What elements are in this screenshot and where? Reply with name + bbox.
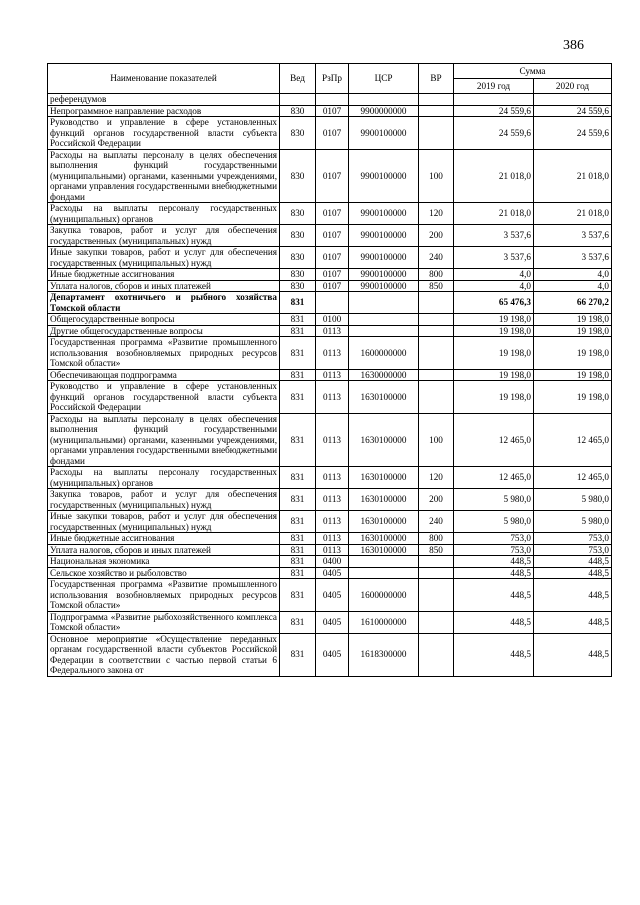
row-name: Основное мероприятие «Осуществление переданных органам государственной власти субъектов Российской Федерации в соответствии с частью первой статьи 6 Федерального закона от bbox=[48, 633, 280, 676]
table-row bbox=[48, 381, 612, 414]
row-value-2020: 24 559,6 bbox=[534, 105, 612, 117]
row-csr: 9900100000 bbox=[349, 225, 419, 247]
row-ved: 831 bbox=[280, 511, 316, 533]
row-value-2019: 448,5 bbox=[454, 567, 534, 579]
row-name: Общегосударственные вопросы bbox=[48, 314, 280, 326]
row-value-2019: 12 465,0 bbox=[454, 413, 534, 467]
row-rzpr: 0113 bbox=[316, 337, 349, 370]
row-rzpr bbox=[316, 292, 349, 314]
row-value-2019: 3 537,6 bbox=[454, 225, 534, 247]
header-rzpr: РзПр bbox=[316, 64, 349, 94]
row-rzpr: 0107 bbox=[316, 149, 349, 203]
row-name: Иные закупки товаров, работ и услуг для обеспечения государственных (муниципальных) нужд bbox=[48, 247, 280, 269]
table-row bbox=[48, 633, 612, 676]
row-value-2020: 66 270,2 bbox=[534, 292, 612, 314]
row-rzpr: 0113 bbox=[316, 381, 349, 414]
row-value-2019: 5 980,0 bbox=[454, 489, 534, 511]
row-vr: 200 bbox=[419, 489, 454, 511]
table-row bbox=[48, 225, 612, 247]
row-csr bbox=[349, 325, 419, 337]
row-rzpr: 0107 bbox=[316, 280, 349, 292]
row-name: Подпрограмма «Развитие рыбохозяйственного комплекса Томской области» bbox=[48, 611, 280, 633]
table-row bbox=[48, 203, 612, 225]
header-name: Наименование показателей bbox=[48, 64, 280, 94]
row-name: Обеспечивающая подпрограмма bbox=[48, 369, 280, 381]
row-name: Уплата налогов, сборов и иных платежей bbox=[48, 544, 280, 556]
row-value-2020: 753,0 bbox=[534, 533, 612, 545]
table-row bbox=[48, 337, 612, 370]
row-vr: 850 bbox=[419, 544, 454, 556]
row-vr: 800 bbox=[419, 269, 454, 281]
row-vr: 800 bbox=[419, 533, 454, 545]
row-csr: 1630100000 bbox=[349, 489, 419, 511]
row-vr: 240 bbox=[419, 247, 454, 269]
table-row bbox=[48, 369, 612, 381]
row-name: Закупка товаров, работ и услуг для обеспечения государственных (муниципальных) нужд bbox=[48, 489, 280, 511]
table-row bbox=[48, 269, 612, 281]
row-value-2019: 4,0 bbox=[454, 280, 534, 292]
row-ved: 830 bbox=[280, 203, 316, 225]
row-name: Расходы на выплаты персоналу государственных (муниципальных) органов bbox=[48, 203, 280, 225]
row-name: Иные бюджетные ассигнования bbox=[48, 533, 280, 545]
header-ved: Вед bbox=[280, 64, 316, 94]
table-row bbox=[48, 579, 612, 612]
row-csr: 1630100000 bbox=[349, 533, 419, 545]
row-rzpr: 0107 bbox=[316, 117, 349, 150]
row-vr: 240 bbox=[419, 511, 454, 533]
row-ved: 831 bbox=[280, 556, 316, 568]
row-rzpr: 0107 bbox=[316, 203, 349, 225]
table-row bbox=[48, 467, 612, 489]
row-value-2020: 21 018,0 bbox=[534, 149, 612, 203]
row-vr bbox=[419, 556, 454, 568]
row-value-2020: 448,5 bbox=[534, 611, 612, 633]
row-value-2019: 21 018,0 bbox=[454, 149, 534, 203]
row-csr: 9900100000 bbox=[349, 117, 419, 150]
row-value-2019: 19 198,0 bbox=[454, 369, 534, 381]
row-name: Расходы на выплаты персоналу в целях обеспечения выполнения функций государственными (муниципальными) органами, казенными учреждениями, органами управления государственными внебюджетными фондами bbox=[48, 413, 280, 467]
row-ved: 831 bbox=[280, 413, 316, 467]
row-name: Национальная экономика bbox=[48, 556, 280, 568]
row-vr bbox=[419, 314, 454, 326]
row-rzpr: 0405 bbox=[316, 579, 349, 612]
row-rzpr: 0113 bbox=[316, 511, 349, 533]
row-rzpr: 0113 bbox=[316, 533, 349, 545]
row-value-2019: 24 559,6 bbox=[454, 105, 534, 117]
row-rzpr bbox=[316, 94, 349, 106]
row-value-2019: 12 465,0 bbox=[454, 467, 534, 489]
row-value-2019: 3 537,6 bbox=[454, 247, 534, 269]
row-value-2020: 448,5 bbox=[534, 633, 612, 676]
table-row bbox=[48, 556, 612, 568]
row-csr: 9900100000 bbox=[349, 247, 419, 269]
table-row bbox=[48, 511, 612, 533]
row-value-2019: 753,0 bbox=[454, 544, 534, 556]
row-csr bbox=[349, 292, 419, 314]
row-name: Государственная программа «Развитие промышленного использования возобновляемых природных ресурсов Томской области» bbox=[48, 579, 280, 612]
row-csr: 1618300000 bbox=[349, 633, 419, 676]
row-name: Руководство и управление в сфере установленных функций органов государственной власти субъекта Российской Федерации bbox=[48, 117, 280, 150]
row-value-2019: 24 559,6 bbox=[454, 117, 534, 150]
row-ved: 831 bbox=[280, 337, 316, 370]
table-row bbox=[48, 611, 612, 633]
row-rzpr: 0405 bbox=[316, 567, 349, 579]
row-rzpr: 0100 bbox=[316, 314, 349, 326]
row-value-2019: 21 018,0 bbox=[454, 203, 534, 225]
row-value-2020: 4,0 bbox=[534, 280, 612, 292]
row-ved: 831 bbox=[280, 292, 316, 314]
row-value-2019: 4,0 bbox=[454, 269, 534, 281]
table-header bbox=[48, 64, 612, 94]
row-csr: 1630100000 bbox=[349, 381, 419, 414]
row-ved: 830 bbox=[280, 117, 316, 150]
row-vr: 100 bbox=[419, 149, 454, 203]
row-value-2020: 21 018,0 bbox=[534, 203, 612, 225]
table-row bbox=[48, 292, 612, 314]
row-rzpr: 0405 bbox=[316, 633, 349, 676]
row-name: Сельское хозяйство и рыболовство bbox=[48, 567, 280, 579]
row-csr: 1600000000 bbox=[349, 579, 419, 612]
row-csr bbox=[349, 94, 419, 106]
row-csr: 1610000000 bbox=[349, 611, 419, 633]
header-csr: ЦСР bbox=[349, 64, 419, 94]
row-value-2019: 19 198,0 bbox=[454, 381, 534, 414]
row-csr: 9900100000 bbox=[349, 203, 419, 225]
row-rzpr: 0405 bbox=[316, 611, 349, 633]
row-value-2019: 65 476,3 bbox=[454, 292, 534, 314]
row-value-2019 bbox=[454, 94, 534, 106]
header-vr: ВР bbox=[419, 64, 454, 94]
row-csr: 9900100000 bbox=[349, 269, 419, 281]
row-value-2019: 448,5 bbox=[454, 556, 534, 568]
row-value-2020: 3 537,6 bbox=[534, 225, 612, 247]
row-value-2020: 4,0 bbox=[534, 269, 612, 281]
row-value-2020: 5 980,0 bbox=[534, 489, 612, 511]
row-vr: 100 bbox=[419, 413, 454, 467]
row-name: Департамент охотничьего и рыбного хозяйства Томской области bbox=[48, 292, 280, 314]
row-vr bbox=[419, 579, 454, 612]
row-ved: 831 bbox=[280, 325, 316, 337]
row-csr: 9900000000 bbox=[349, 105, 419, 117]
row-value-2019: 753,0 bbox=[454, 533, 534, 545]
row-value-2020: 19 198,0 bbox=[534, 314, 612, 326]
row-value-2020: 12 465,0 bbox=[534, 413, 612, 467]
row-value-2019: 19 198,0 bbox=[454, 314, 534, 326]
row-value-2020: 448,5 bbox=[534, 556, 612, 568]
row-value-2019: 448,5 bbox=[454, 611, 534, 633]
row-ved: 830 bbox=[280, 269, 316, 281]
row-csr bbox=[349, 567, 419, 579]
row-value-2020: 753,0 bbox=[534, 544, 612, 556]
row-name: Государственная программа «Развитие промышленного использования возобновляемых природных ресурсов Томской области» bbox=[48, 337, 280, 370]
page-number: 386 bbox=[563, 38, 584, 53]
header-2019: 2019 год bbox=[454, 79, 534, 94]
row-value-2020: 12 465,0 bbox=[534, 467, 612, 489]
budget-table bbox=[47, 63, 612, 677]
row-rzpr: 0400 bbox=[316, 556, 349, 568]
row-csr: 9900100000 bbox=[349, 280, 419, 292]
row-value-2019: 19 198,0 bbox=[454, 337, 534, 370]
row-csr bbox=[349, 314, 419, 326]
row-ved: 830 bbox=[280, 225, 316, 247]
table-row bbox=[48, 489, 612, 511]
row-value-2020: 19 198,0 bbox=[534, 325, 612, 337]
row-vr: 120 bbox=[419, 203, 454, 225]
row-value-2019: 448,5 bbox=[454, 579, 534, 612]
row-vr bbox=[419, 337, 454, 370]
row-rzpr: 0113 bbox=[316, 467, 349, 489]
row-ved: 830 bbox=[280, 149, 316, 203]
row-rzpr: 0107 bbox=[316, 247, 349, 269]
row-value-2019: 19 198,0 bbox=[454, 325, 534, 337]
table-row bbox=[48, 117, 612, 150]
row-value-2020: 448,5 bbox=[534, 579, 612, 612]
row-value-2020 bbox=[534, 94, 612, 106]
row-vr bbox=[419, 633, 454, 676]
row-value-2020: 19 198,0 bbox=[534, 381, 612, 414]
row-vr bbox=[419, 381, 454, 414]
header-sum: Сумма bbox=[454, 64, 612, 79]
table-row bbox=[48, 94, 612, 106]
row-ved: 831 bbox=[280, 314, 316, 326]
table-row bbox=[48, 149, 612, 203]
row-ved: 831 bbox=[280, 633, 316, 676]
table-row bbox=[48, 413, 612, 467]
row-rzpr: 0107 bbox=[316, 105, 349, 117]
row-vr bbox=[419, 292, 454, 314]
row-rzpr: 0113 bbox=[316, 489, 349, 511]
row-rzpr: 0113 bbox=[316, 413, 349, 467]
row-csr: 1630100000 bbox=[349, 413, 419, 467]
table-row bbox=[48, 280, 612, 292]
table-row bbox=[48, 533, 612, 545]
row-ved: 831 bbox=[280, 381, 316, 414]
row-csr: 1630100000 bbox=[349, 544, 419, 556]
row-vr bbox=[419, 117, 454, 150]
row-ved: 831 bbox=[280, 611, 316, 633]
row-vr bbox=[419, 94, 454, 106]
row-rzpr: 0107 bbox=[316, 269, 349, 281]
row-name: Иные бюджетные ассигнования bbox=[48, 269, 280, 281]
row-value-2019: 448,5 bbox=[454, 633, 534, 676]
row-value-2020: 5 980,0 bbox=[534, 511, 612, 533]
row-rzpr: 0107 bbox=[316, 225, 349, 247]
row-value-2019: 5 980,0 bbox=[454, 511, 534, 533]
row-value-2020: 3 537,6 bbox=[534, 247, 612, 269]
row-vr: 850 bbox=[419, 280, 454, 292]
table-row bbox=[48, 105, 612, 117]
row-name: Иные закупки товаров, работ и услуг для обеспечения государственных (муниципальных) нужд bbox=[48, 511, 280, 533]
row-ved: 831 bbox=[280, 533, 316, 545]
row-name: Расходы на выплаты персоналу государственных (муниципальных) органов bbox=[48, 467, 280, 489]
row-ved: 831 bbox=[280, 544, 316, 556]
row-vr bbox=[419, 369, 454, 381]
row-ved: 830 bbox=[280, 105, 316, 117]
row-name: референдумов bbox=[48, 94, 280, 106]
row-csr: 1630100000 bbox=[349, 511, 419, 533]
row-vr bbox=[419, 567, 454, 579]
row-csr: 1600000000 bbox=[349, 337, 419, 370]
row-value-2020: 448,5 bbox=[534, 567, 612, 579]
row-vr bbox=[419, 611, 454, 633]
row-name: Уплата налогов, сборов и иных платежей bbox=[48, 280, 280, 292]
row-ved: 830 bbox=[280, 280, 316, 292]
row-name: Руководство и управление в сфере установленных функций органов государственной власти субъекта Российской Федерации bbox=[48, 381, 280, 414]
row-name: Расходы на выплаты персоналу в целях обеспечения выполнения функций государственными (муниципальными) органами, казенными учреждениями, органами управления государственными внебюджетными фондами bbox=[48, 149, 280, 203]
row-value-2020: 19 198,0 bbox=[534, 337, 612, 370]
row-vr bbox=[419, 105, 454, 117]
header-2020: 2020 год bbox=[534, 79, 612, 94]
row-rzpr: 0113 bbox=[316, 325, 349, 337]
row-value-2020: 19 198,0 bbox=[534, 369, 612, 381]
row-ved: 831 bbox=[280, 369, 316, 381]
row-csr: 9900100000 bbox=[349, 149, 419, 203]
row-value-2020: 24 559,6 bbox=[534, 117, 612, 150]
row-rzpr: 0113 bbox=[316, 544, 349, 556]
table-row bbox=[48, 544, 612, 556]
row-ved: 830 bbox=[280, 247, 316, 269]
table-row bbox=[48, 314, 612, 326]
row-ved: 831 bbox=[280, 567, 316, 579]
row-vr: 120 bbox=[419, 467, 454, 489]
row-csr: 1630000000 bbox=[349, 369, 419, 381]
row-ved: 831 bbox=[280, 579, 316, 612]
row-name: Другие общегосударственные вопросы bbox=[48, 325, 280, 337]
row-vr: 200 bbox=[419, 225, 454, 247]
table-row bbox=[48, 247, 612, 269]
row-ved bbox=[280, 94, 316, 106]
row-ved: 831 bbox=[280, 489, 316, 511]
table-body bbox=[48, 94, 612, 677]
table-row bbox=[48, 325, 612, 337]
row-rzpr: 0113 bbox=[316, 369, 349, 381]
row-csr bbox=[349, 556, 419, 568]
table-row bbox=[48, 567, 612, 579]
row-name: Закупка товаров, работ и услуг для обеспечения государственных (муниципальных) нужд bbox=[48, 225, 280, 247]
row-csr: 1630100000 bbox=[349, 467, 419, 489]
row-name: Непрограммное направление расходов bbox=[48, 105, 280, 117]
row-vr bbox=[419, 325, 454, 337]
row-ved: 831 bbox=[280, 467, 316, 489]
